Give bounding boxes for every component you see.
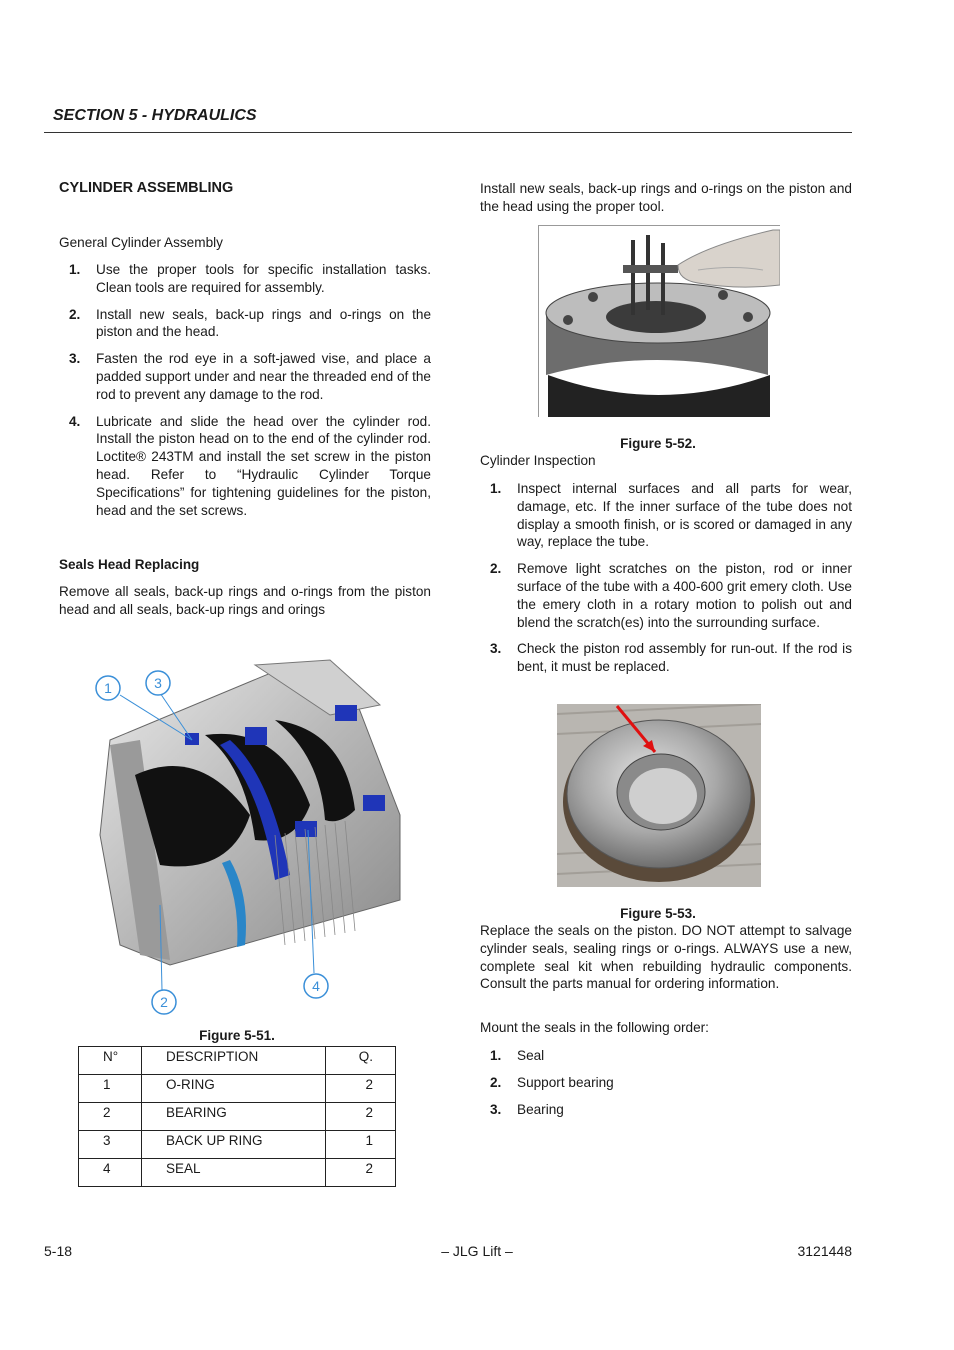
figure-caption: Figure 5-52. (620, 436, 696, 451)
table-header-cell: DESCRIPTION (142, 1047, 326, 1075)
assembly-steps (59, 261, 431, 528)
list-item: 2. Support bearing (490, 1074, 614, 1090)
document-number: 3121448 (797, 1243, 852, 1259)
table-header-cell: N° (79, 1047, 142, 1075)
list-item: 3. Bearing (490, 1101, 564, 1117)
inspection-steps (480, 480, 852, 685)
section-title: CYLINDER ASSEMBLING (59, 180, 234, 196)
callout-label: 3 (154, 675, 162, 691)
table-header-cell: Q. (326, 1047, 396, 1075)
intro-text: Install new seals, back-up rings and o-rings on the piston and the head using the proper tool. (480, 181, 852, 214)
figure-caption: Figure 5-53. (620, 906, 696, 921)
seal-tool-photo (538, 225, 780, 417)
list-item: 2. Remove light scratches on the piston, rod or inner surface of the tube with a 400-600 grit emery cloth. Use the emery cloth in a rotary motion to polish out and blend the scratch(es) into the surrounding surface. (490, 561, 852, 630)
parts-table (78, 1046, 396, 1187)
list-item: 2. Install new seals, back-up rings and o-rings on the piston and the head. (69, 306, 431, 340)
header-rule (44, 132, 852, 133)
piston-photo (557, 704, 761, 887)
mount-steps (480, 1047, 852, 1127)
list-item: 3. Fasten the rod eye in a soft-jawed vise, and place a padded support under and near the threaded end of the rod to prevent any damage to the rod. (69, 351, 431, 402)
subsection-title: General Cylinder Assembly (59, 235, 223, 250)
page-number: 5-18 (44, 1243, 73, 1259)
inspection-title: Cylinder Inspection (480, 453, 596, 468)
list-item: 4. Lubricate and slide the head over the cylinder rod. Install the piston head on to the end of the cylinder rod. Loctite® 243TM and install the set screw in the piston head. Refer to “Hydraulic Cylinder Torque Specifications” for tightening guidelines for the piston, head and the set screws. (69, 413, 431, 518)
table-row: 4 SEAL 2 (79, 1159, 396, 1187)
callout-label: 2 (160, 994, 168, 1010)
list-item: 3. Check the piston rod assembly for run-out. If the rod is bent, it must be replaced. (490, 641, 852, 675)
callout-label: 4 (312, 978, 320, 994)
table-row: 2 BEARING 2 (79, 1103, 396, 1131)
list-item: 1. Inspect internal surfaces and all parts for wear, damage, etc. If the inner surface of the tube does not display a smooth finish, or is scored or damaged in any way, replace the tube. (490, 481, 852, 550)
callout-label: 1 (104, 680, 112, 696)
cylinder-cutaway-figure (80, 645, 402, 1020)
list-item: 1. Use the proper tools for specific installation tasks. Clean tools are required for assembly. (69, 262, 431, 295)
figure-caption: Figure 5-51. (199, 1028, 275, 1043)
seals-text: Remove all seals, back-up rings and o-rings from the piston head and all seals, back-up rings and orings (59, 584, 431, 617)
table-row: 3 BACK UP RING 1 (79, 1131, 396, 1159)
section-header: SECTION 5 - HYDRAULICS (53, 107, 257, 124)
footer-brand: – JLG Lift – (441, 1243, 513, 1259)
table-row: 1 O-RING 2 (79, 1075, 396, 1103)
list-item: 1. Seal (490, 1048, 545, 1063)
table-header-row (79, 1047, 396, 1075)
seals-title: Seals Head Replacing (59, 557, 200, 572)
mount-text: Mount the seals in the following order: (480, 1020, 709, 1035)
replace-text: Replace the seals on the piston. DO NOT attempt to salvage cylinder seals, sealing rings or o-rings. ALWAYS use a new, complete seal kit when rebuilding hydraulic components. Consult the parts manual for ordering information. (480, 923, 852, 992)
